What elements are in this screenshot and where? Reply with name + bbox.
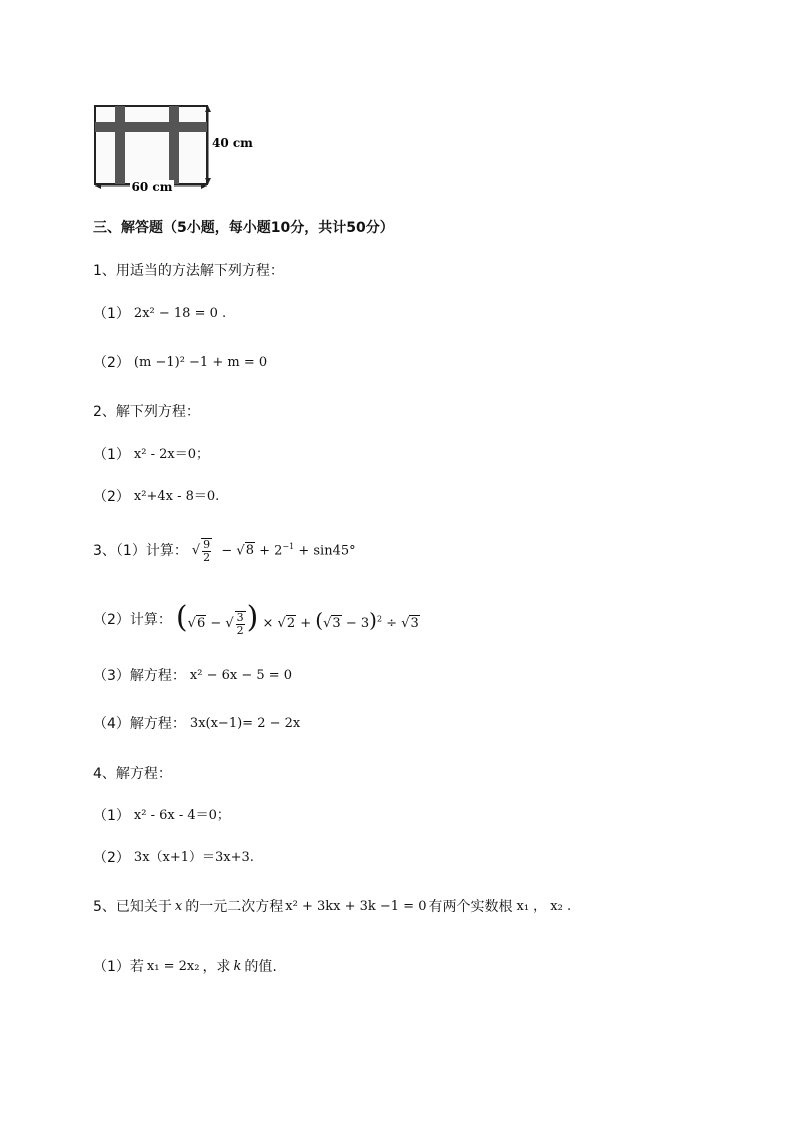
q3-part2-label: （2）计算： <box>93 611 172 628</box>
q3-part3-expr: x² − 6x − 5 = 0 <box>189 668 293 683</box>
q2-part2-expr: x²+4x - 8＝0. <box>133 489 220 504</box>
q5-roots: x₁ ， x₂ . <box>516 899 572 914</box>
q4-part1 <box>93 806 230 826</box>
q5-part1-var: k <box>233 959 242 974</box>
height-label: 40 cm <box>212 136 253 150</box>
q1-part1-expr: 2x² − 18 = 0 . <box>133 306 227 321</box>
q3-part2 <box>93 600 420 637</box>
q5-label-b: 的一元二次方程 <box>185 899 284 915</box>
q5-part1-label: （1）若 <box>93 959 144 975</box>
q2-part1 <box>93 445 209 465</box>
q4-part1-label: （1） <box>93 808 130 824</box>
q3-part3-label: （3）解方程： <box>93 668 186 684</box>
q2-part1-label: （1） <box>93 447 130 463</box>
q3-part4-label: （4）解方程： <box>93 716 186 732</box>
q1-part2-expr: (m −1)² −1 + m = 0 <box>133 355 268 370</box>
q5-stem <box>93 897 571 917</box>
q5-equation: x² + 3kx + 3k −1 = 0 <box>285 899 427 914</box>
q5-label-var: x <box>174 899 183 914</box>
q3-part1-expr: √ $\frac{9}{2}$ − $√8 + 2^{-1} + \sin 45^\circ$ <box>191 538 356 565</box>
q3-part2-expr: (√6 − √ $\frac{3}{2}$ ) × $√2 + (√3 - 3)^2 \div √3$ <box>175 600 419 637</box>
q3-part1-label: 3、（1）计算： <box>93 542 188 559</box>
q2-part2 <box>93 487 219 507</box>
road-vertical-left <box>115 106 125 184</box>
q2-label: 2、解下列方程： <box>93 404 200 420</box>
q4-part2-expr: 3x（x+1）＝3x+3. <box>133 850 254 865</box>
q5-part1-tail: ，求 <box>202 959 231 975</box>
q3-part3 <box>93 666 292 686</box>
q1-part2-label: （2） <box>93 355 130 371</box>
q5-part1-cond: x₁ = 2x₂ <box>146 959 200 974</box>
section-title: 三、解答题（5小题，每小题10分，共计50分） <box>93 220 394 236</box>
q3-part4-expr: 3x(x−1)= 2 − 2x <box>189 716 301 731</box>
width-label: 60 cm <box>131 180 173 194</box>
q4-label: 4、解方程： <box>93 766 172 782</box>
q3-part4 <box>93 714 300 734</box>
road-vertical-right <box>169 106 179 184</box>
q5-label-c: 有两个实数根 <box>428 899 513 915</box>
q1-part1 <box>93 304 226 324</box>
q5-part1-end: 的值. <box>244 959 277 975</box>
q3-part1 <box>93 537 356 564</box>
q2-part2-label: （2） <box>93 489 130 505</box>
road-horizontal <box>95 122 207 132</box>
field-rectangle <box>95 106 207 184</box>
rectangle-road-figure <box>90 100 290 200</box>
q4-part1-expr: x² - 6x - 4＝0； <box>133 808 230 823</box>
q5-part1 <box>93 957 277 977</box>
q4-part2 <box>93 848 254 868</box>
q1-part1-label: （1） <box>93 306 130 322</box>
q5-label-a: 5、已知关于 <box>93 899 172 915</box>
q1-part2 <box>93 353 267 373</box>
q2-part1-expr: x² - 2x＝0； <box>133 447 209 462</box>
q1-label: 1、用适当的方法解下列方程： <box>93 263 284 279</box>
q4-part2-label: （2） <box>93 850 130 866</box>
